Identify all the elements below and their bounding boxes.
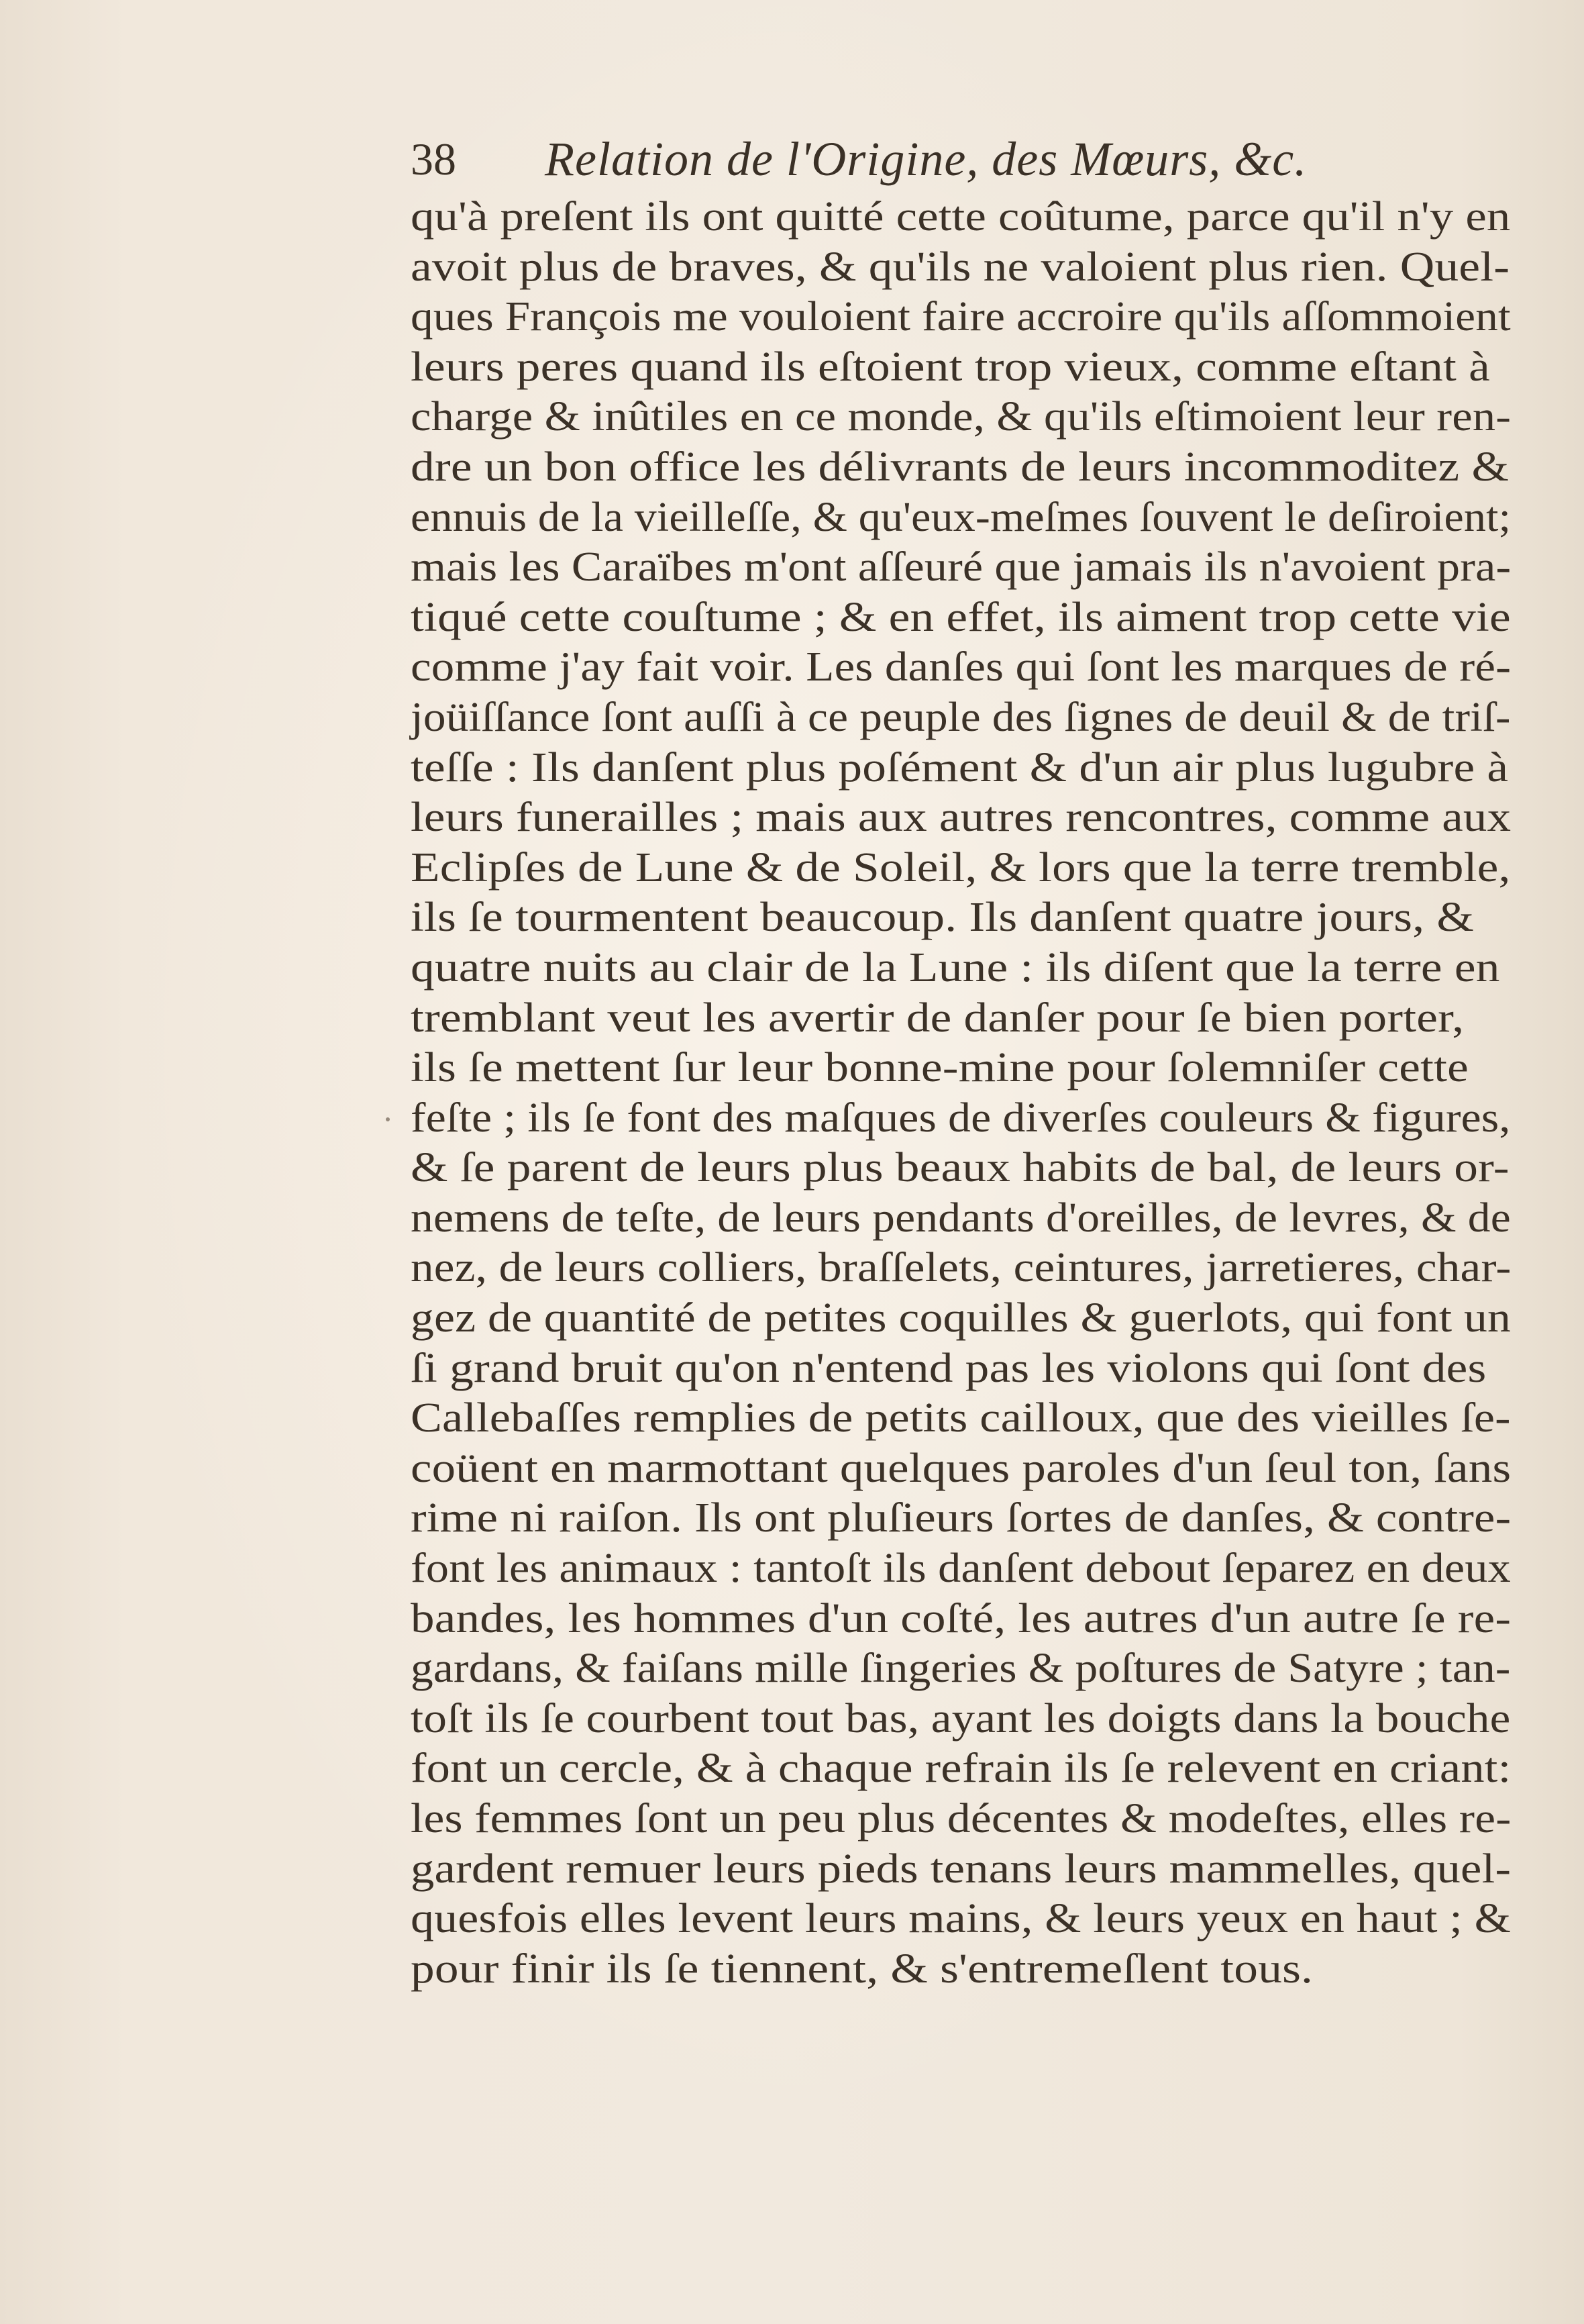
text-line: qu'à preſent ils ont quitté cette coûtume, parce qu'il n'y en — [411, 194, 1511, 240]
text-line: feſte ; ils ſe font des maſques de diverſes couleurs & figures, — [411, 1095, 1511, 1141]
text-line: nemens de teſte, de leurs pendants d'oreilles, de levres, & de — [411, 1195, 1511, 1241]
text-line: leurs peres quand ils eſtoient trop vieux, comme eſtant à — [411, 344, 1490, 390]
text-line: Eclipſes de Lune & de Soleil, & lors que la terre tremble, — [411, 844, 1511, 891]
text-line: font un cercle, & à chaque refrain ils ſe relevent en criant: — [411, 1746, 1512, 1792]
text-line: gez de quantité de petites coquilles & guerlots, qui font un — [411, 1295, 1512, 1342]
text-line: gardent remuer leurs pieds tenans leurs mammelles, quel- — [411, 1846, 1512, 1892]
text-line: rime ni raiſon. Ils ont pluſieurs ſortes de danſes, & contre- — [411, 1495, 1512, 1542]
text-line: leurs funerailles ; mais aux autres rencontres, comme aux — [411, 795, 1512, 841]
text-line: teſſe : Ils danſent plus poſément & d'un air plus lugubre à — [411, 744, 1509, 791]
text-line: & ſe parent de leurs plus beaux habits de bal, de leurs or- — [411, 1145, 1510, 1191]
text-line: bandes, les hommes d'un coſté, les autres d'un autre ſe re- — [411, 1595, 1512, 1641]
text-line: nez, de leurs colliers, braſſelets, ceintures, jarretieres, char- — [411, 1245, 1512, 1291]
text-line: ils ſe mettent ſur leur bonne-mine pour ſolemniſer cette — [411, 1045, 1469, 1091]
text-line: les femmes ſont un peu plus décentes & modeſtes, elles re- — [411, 1796, 1512, 1841]
text-line: toſt ils ſe courbent tout bas, ayant les doigts dans la bouche — [411, 1695, 1511, 1741]
running-title: Relation de l'Origine, des Mœurs, &c. — [545, 132, 1308, 186]
text-line: tremblant veut les avertir de danſer pour ſe bien porter, — [411, 995, 1465, 1041]
text-line: charge & inûtiles en ce monde, & qu'ils eſtimoient leur ren- — [411, 394, 1512, 440]
text-line: coüent en marmottant quelques paroles d'un ſeul ton, ſans — [411, 1445, 1512, 1491]
text-line: ils ſe tourmentent beaucoup. Ils danſent quatre jours, & — [411, 895, 1475, 941]
text-line: mais les Caraïbes m'ont aſſeuré que jamais ils n'avoient pra- — [411, 544, 1512, 591]
text-line: ſi grand bruit qu'on n'entend pas les violons qui ſont des — [411, 1345, 1487, 1391]
page-number: 38 — [411, 134, 456, 185]
text-line: dre un bon office les délivrants de leurs incommoditez & — [411, 444, 1510, 490]
text-line: quatre nuits au clair de la Lune : ils diſent que la terre en — [411, 944, 1500, 991]
text-line: pour finir ils ſe tiennent, & s'entremeſlent tous. — [411, 1946, 1314, 1992]
page-header — [411, 129, 1417, 189]
text-line: ennuis de la vieilleſſe, & qu'eux-meſmes ſouvent le deſiroient; — [411, 494, 1512, 540]
text-line: gardans, & faiſans mille ſingeries & poſtures de Satyre ; tan- — [411, 1646, 1511, 1692]
text-line: joüiſſance ſont auſſi à ce peuple des ſignes de deuil & de triſ- — [411, 694, 1511, 740]
text-line: Callebaſſes remplies de petits cailloux, que des vieilles ſe- — [411, 1395, 1511, 1442]
text-line: avoit plus de braves, & qu'ils ne valoient plus rien. Quel- — [411, 244, 1510, 290]
ink-speck — [386, 1117, 390, 1121]
text-line: font les animaux : tantoſt ils danſent debout ſeparez en deux — [411, 1546, 1511, 1592]
text-line: quesfois elles levent leurs mains, & leurs yeux en haut ; & — [411, 1896, 1512, 1942]
text-line: tiqué cette couſtume ; & en effet, ils aiment trop cette vie — [411, 594, 1511, 640]
text-line: ques François me vouloient faire accroire qu'ils aſſommoient — [411, 294, 1511, 340]
text-line: comme j'ay fait voir. Les danſes qui ſont les marques de ré- — [411, 644, 1512, 691]
body-text — [411, 192, 1518, 1994]
